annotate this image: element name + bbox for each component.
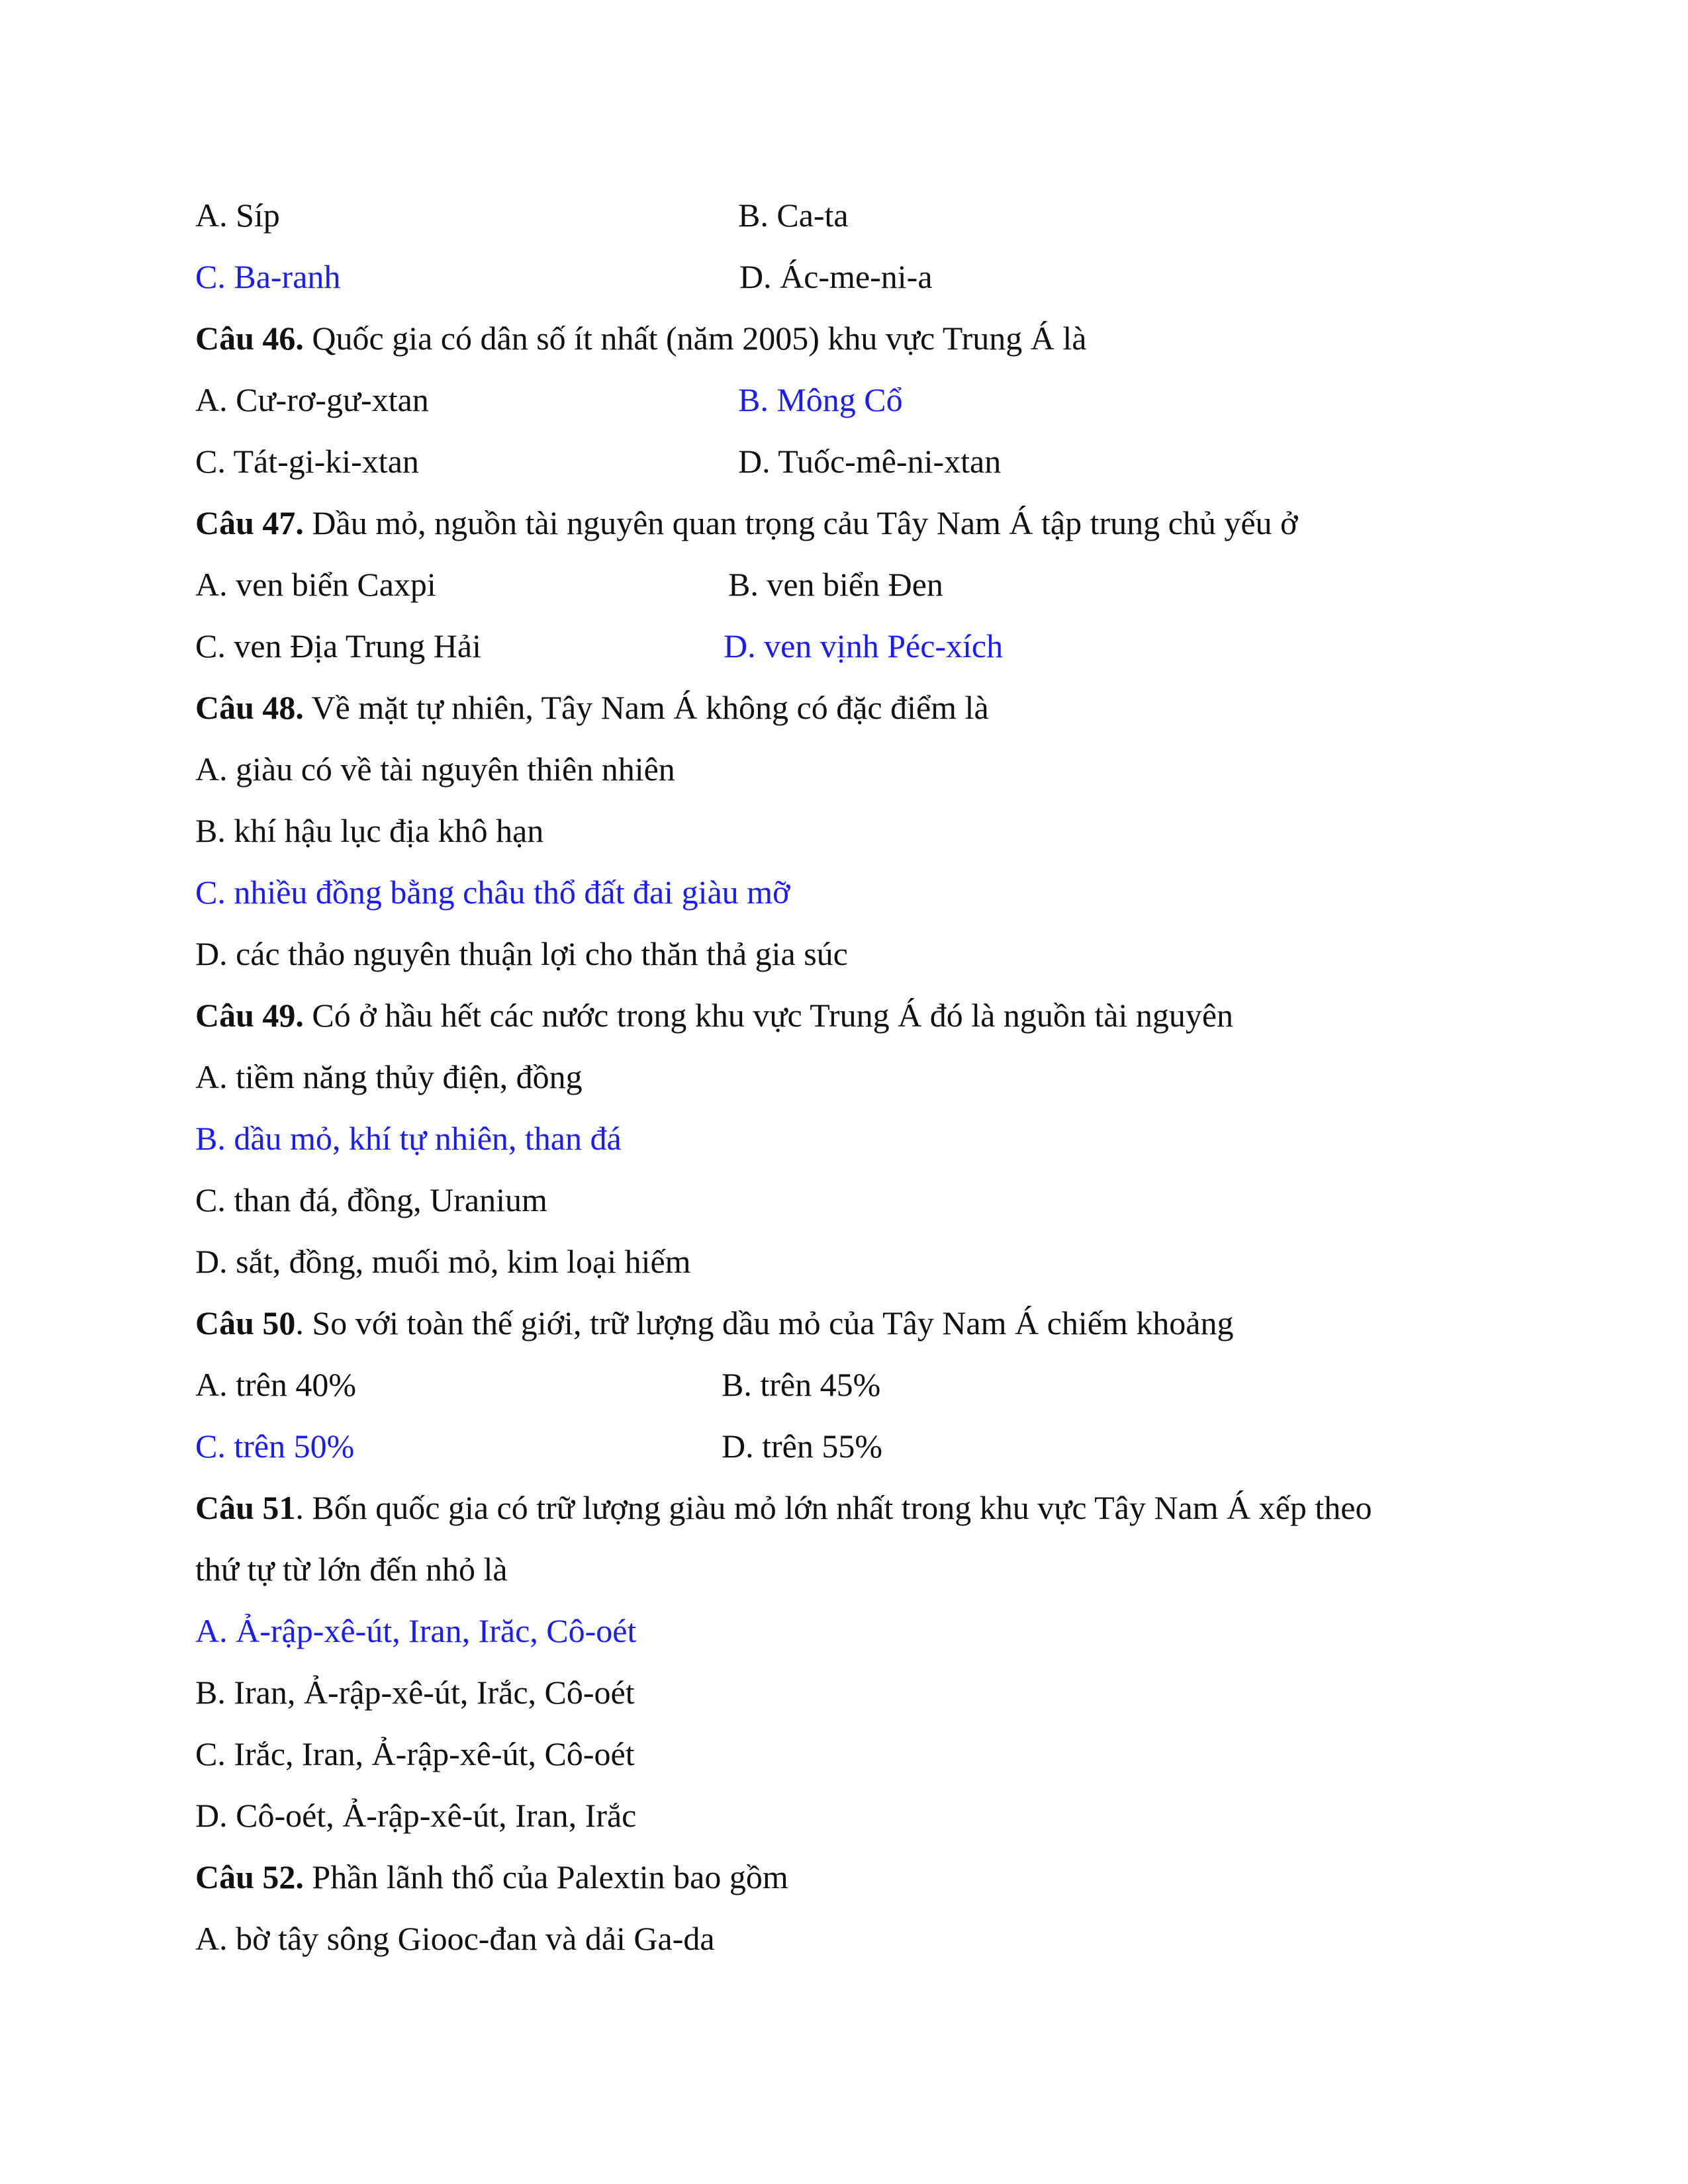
question-text: . Bốn quốc gia có trữ lượng giàu mỏ lớn nhất trong khu vực Tây Nam Á xếp theo (295, 1489, 1372, 1526)
option-d: D. sắt, đồng, muối mỏ, kim loại hiếm (195, 1243, 691, 1280)
question-label: Câu 46. (195, 320, 304, 357)
option-b-answer: B. Mông Cổ (738, 381, 903, 418)
question-48 (195, 688, 989, 727)
question-51-continuation: thứ tự từ lớn đến nhỏ là (195, 1551, 508, 1588)
option-c-answer: C. Ba-ranh (195, 258, 341, 295)
option-d: D. trên 55% (722, 1428, 882, 1465)
question-text: Có ở hầu hết các nước trong khu vực Trung Á đó là nguồn tài nguyên (303, 997, 1234, 1034)
question-text: Về mặt tự nhiên, Tây Nam Á không có đặc điểm là (303, 689, 989, 726)
question-47 (195, 503, 1297, 543)
option-a: A. ven biển Caxpi (195, 566, 436, 603)
question-49 (195, 995, 1233, 1035)
option-a: A. tiềm năng thủy điện, đồng (195, 1058, 583, 1095)
question-label: Câu 48. (195, 689, 304, 726)
option-b: B. ven biển Đen (728, 566, 943, 603)
question-text: Phần lãnh thổ của Palextin bao gồm (303, 1858, 788, 1895)
question-label: Câu 52. (195, 1858, 304, 1895)
option-d: D. Cô-oét, Ả-rập-xê-út, Iran, Irắc (195, 1797, 637, 1834)
question-label: Câu 51 (195, 1489, 296, 1526)
option-a: A. giàu có về tài nguyên thiên nhiên (195, 751, 675, 788)
option-a: A. trên 40% (195, 1366, 356, 1403)
question-label: Câu 50 (195, 1304, 296, 1342)
option-b: B. trên 45% (722, 1366, 881, 1403)
option-c-answer: C. nhiều đồng bằng châu thổ đất đai giàu mỡ (195, 874, 790, 911)
option-d: D. Tuốc-mê-ni-xtan (738, 443, 1002, 480)
option-a: A. bờ tây sông Giooc-đan và dải Ga-da (195, 1920, 715, 1957)
option-c: C. than đá, đồng, Uranium (195, 1181, 547, 1218)
option-a-answer: A. Ả-rập-xê-út, Iran, Irăc, Cô-oét (195, 1612, 637, 1649)
option-b: B. Iran, Ả-rập-xê-út, Irắc, Cô-oét (195, 1674, 635, 1711)
option-a: A. Cư-rơ-gư-xtan (195, 381, 429, 418)
question-46 (195, 318, 1086, 358)
question-text: Quốc gia có dân số ít nhất (năm 2005) khu vực Trung Á là (303, 320, 1087, 357)
option-c: C. ven Địa Trung Hải (195, 627, 481, 664)
option-c: C. Tát-gi-ki-xtan (195, 443, 419, 480)
option-b: B. khí hậu lục địa khô hạn (195, 812, 544, 849)
option-d: D. các thảo nguyên thuận lợi cho thăn thả gia súc (195, 935, 848, 972)
question-text: Dầu mỏ, nguồn tài nguyên quan trọng cảu Tây Nam Á tập trung chủ yếu ở (303, 504, 1298, 541)
question-52 (195, 1857, 788, 1897)
option-d-answer: D. ven vịnh Péc-xích (724, 627, 1004, 664)
question-label: Câu 47. (195, 504, 304, 541)
option-b: B. Ca-ta (738, 197, 849, 234)
option-c-answer: C. trên 50% (195, 1428, 355, 1465)
option-c: C. Irắc, Iran, Ả-rập-xê-út, Cô-oét (195, 1735, 635, 1772)
question-label: Câu 49. (195, 997, 304, 1034)
option-b-answer: B. dầu mỏ, khí tự nhiên, than đá (195, 1120, 622, 1157)
question-51 (195, 1488, 1372, 1527)
question-50 (195, 1303, 1234, 1343)
question-text: . So với toàn thế giới, trữ lượng dầu mỏ của Tây Nam Á chiếm khoảng (295, 1304, 1234, 1342)
option-a: A. Síp (195, 197, 280, 234)
option-d: D. Ác-me-ni-a (739, 258, 933, 295)
